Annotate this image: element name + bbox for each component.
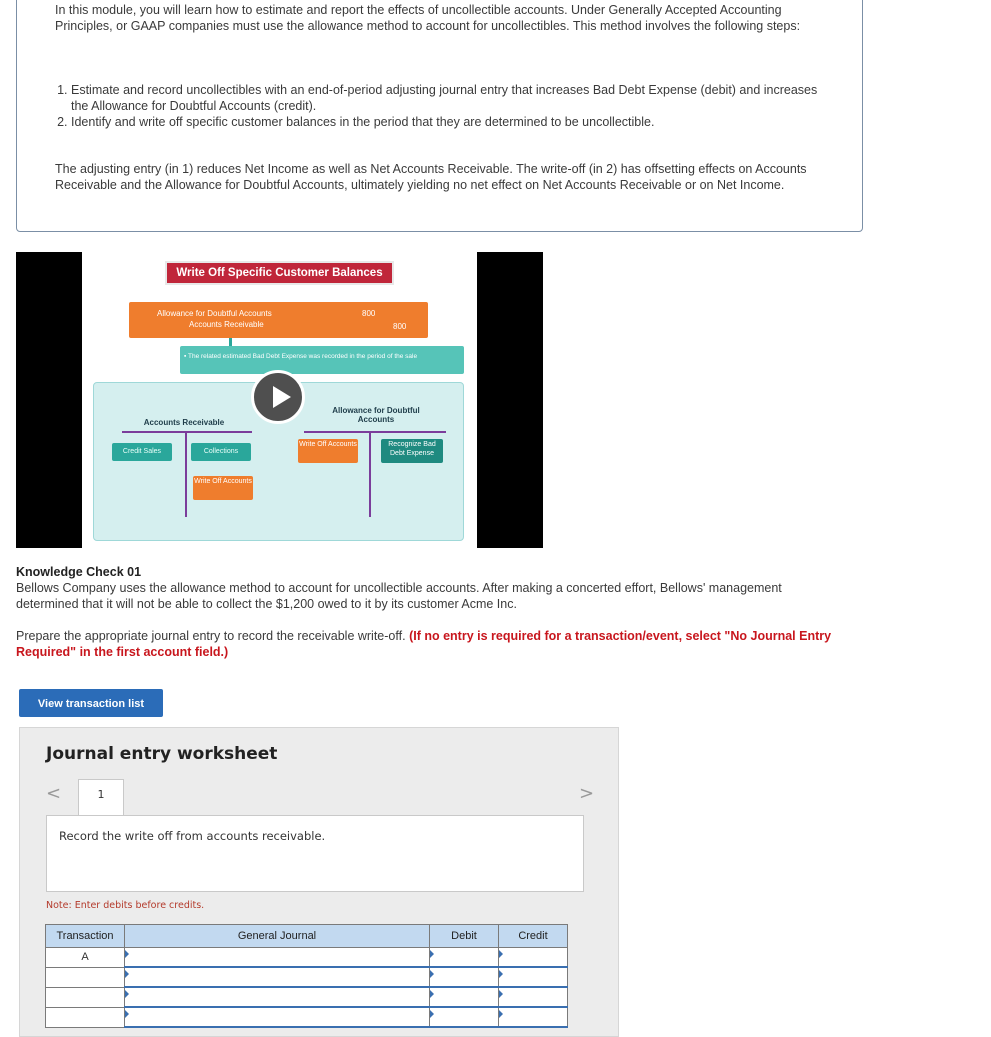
- table-row: [46, 967, 568, 987]
- intro-steps-list: [55, 82, 831, 130]
- account-input[interactable]: [125, 967, 430, 987]
- t-line-right-h: [304, 431, 446, 433]
- chevron-right-icon[interactable]: >: [579, 783, 595, 804]
- credit-input[interactable]: [499, 1007, 568, 1027]
- table-row: [46, 948, 568, 968]
- tag-collections: Collections: [191, 443, 251, 461]
- intro-step-1: 1. Estimate and record uncollectibles with an end-of-period adjusting journal entry that increases Bad Debt Expense (debit) and increases the Allowance for Doubtful Accounts (credit).: [71, 82, 831, 114]
- table-row: [46, 1007, 568, 1027]
- debit-input[interactable]: [430, 948, 499, 968]
- knowledge-check-text: Bellows Company uses the allowance method to account for uncollectible accounts. After making a concerted effort, Bellows' management determined that it will not be able to collect the $1,200 owed to it by its customer Acme Inc.: [16, 581, 782, 611]
- intro-paragraph-2: The adjusting entry (in 1) reduces Net Income as well as Net Accounts Receivable. The write-off (in 2) has offsetting effects on Accounts Receivable and the Allowance for Doubtful Accounts, ultimately yielding no net effect on Net Accounts Receivable or on Net Income.: [55, 162, 807, 192]
- transaction-cell-empty: [46, 967, 125, 987]
- worksheet-title: Journal entry worksheet: [46, 744, 278, 764]
- video-letterbox-right: [477, 252, 543, 548]
- t-account-right-title: Allowance for Doubtful Accounts: [332, 406, 420, 424]
- credit-input[interactable]: [499, 948, 568, 968]
- transaction-cell-empty: [46, 987, 125, 1007]
- debit-input[interactable]: [430, 967, 499, 987]
- video-letterbox-left: [16, 252, 82, 548]
- view-transaction-list-button[interactable]: View transaction list: [19, 689, 163, 717]
- journal-table: [45, 924, 568, 1028]
- t-line-left-h: [122, 431, 252, 433]
- chevron-left-icon[interactable]: <: [46, 783, 62, 804]
- worksheet-page-tab[interactable]: 1: [78, 779, 124, 815]
- table-row: [46, 987, 568, 1007]
- account-input[interactable]: [125, 987, 430, 1007]
- play-icon[interactable]: [251, 370, 305, 424]
- account-input[interactable]: [125, 948, 430, 968]
- tag-recognize-bad-debt: Recognize Bad Debt Expense: [381, 439, 443, 463]
- debit-input[interactable]: [430, 1007, 499, 1027]
- tag-credit-sales: Credit Sales: [112, 443, 172, 461]
- worksheet-description-box: [46, 815, 584, 892]
- intro-box: [16, 0, 863, 232]
- credit-input[interactable]: [499, 987, 568, 1007]
- header-credit: Credit: [499, 925, 568, 948]
- entry-credit-amount: 800: [393, 322, 407, 331]
- header-debit: Debit: [430, 925, 499, 948]
- t-account-left-title: Accounts Receivable: [143, 418, 225, 427]
- bullet-icon: ▪: [184, 353, 188, 360]
- t-line-right-v: [369, 431, 371, 517]
- debit-input[interactable]: [430, 987, 499, 1007]
- instruction-text: Prepare the appropriate journal entry to record the receivable write-off.: [16, 629, 406, 643]
- tag-write-off-right: Write Off Accounts: [298, 439, 358, 463]
- worksheet-note: Note: Enter debits before credits.: [46, 900, 205, 911]
- connector: [229, 338, 232, 346]
- tag-write-off-left: Write Off Accounts: [193, 476, 253, 500]
- account-input[interactable]: [125, 1007, 430, 1027]
- journal-entry-box: [129, 302, 428, 338]
- transaction-cell-empty: [46, 1007, 125, 1027]
- entry-debit-account: Allowance for Doubtful Accounts: [157, 309, 272, 318]
- intro-step-2: 2. Identify and write off specific customer balances in the period that they are determined to be uncollectible.: [71, 114, 831, 130]
- credit-input[interactable]: [499, 967, 568, 987]
- transaction-cell: A: [46, 948, 125, 968]
- header-general-journal: General Journal: [125, 925, 430, 948]
- bad-debt-note-text: The related estimated Bad Debt Expense was recorded in the period of the sale: [188, 353, 418, 360]
- intro-paragraph-1: In this module, you will learn how to estimate and report the effects of uncollectible accounts. Under Generally Accepted Accounting Principles, or GAAP companies must use the allowance method to account for uncollectibles. This method involves the following steps:: [55, 3, 801, 33]
- slide-title: Write Off Specific Customer Balances: [165, 261, 394, 285]
- video-player[interactable]: [16, 252, 543, 548]
- journal-entry-worksheet: [19, 727, 619, 1037]
- knowledge-check-title: Knowledge Check 01: [16, 565, 142, 579]
- bad-debt-note: [180, 346, 464, 374]
- entry-debit-amount: 800: [362, 309, 376, 318]
- t-line-left-v: [185, 431, 187, 517]
- knowledge-check-instruction: [16, 628, 856, 660]
- entry-credit-account: Accounts Receivable: [189, 320, 264, 329]
- header-transaction: Transaction: [46, 925, 125, 948]
- instruction-emphasis: (If no entry is required for a transaction/event, select "No Journal Entry Required" in the first account field.): [16, 629, 832, 659]
- journal-table-header: [46, 925, 568, 948]
- worksheet-description: Record the write off from accounts receivable.: [59, 829, 326, 843]
